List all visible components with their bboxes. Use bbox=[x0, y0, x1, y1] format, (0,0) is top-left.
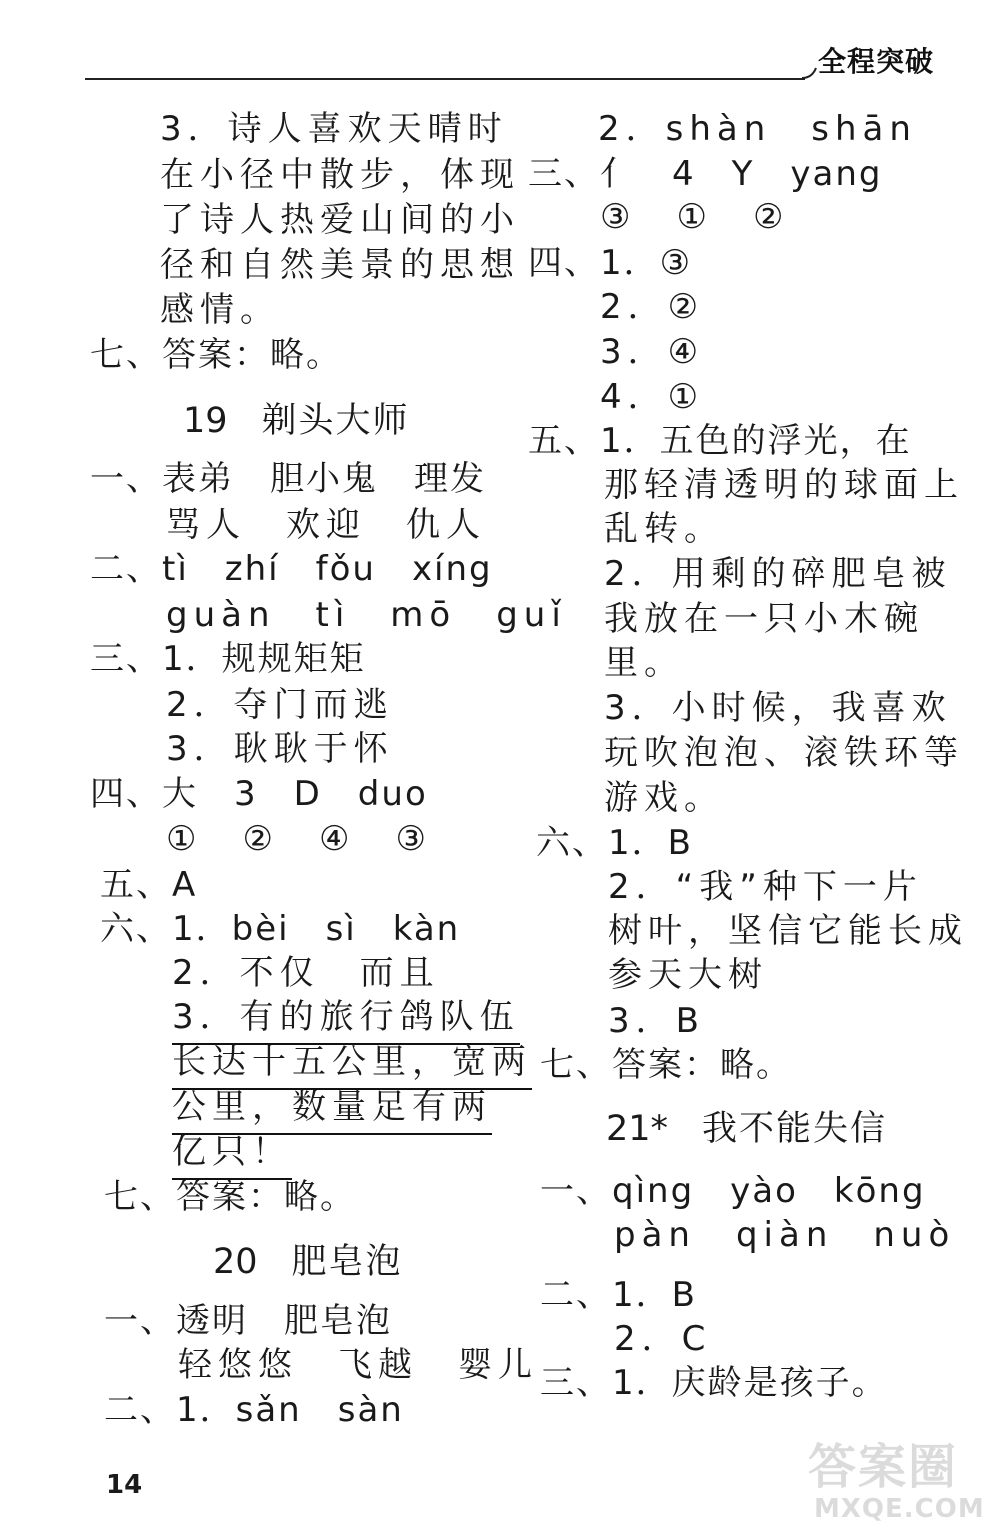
answer-line: 七、答案：略。 bbox=[90, 335, 342, 375]
answer-line: 四、大 3 D duo bbox=[90, 774, 428, 814]
lesson-title: 肥皂泡 bbox=[291, 1242, 403, 1282]
answer-line: 三、亻 4 Y yang bbox=[528, 154, 883, 194]
watermark-url: MXQE.COM bbox=[814, 1494, 985, 1524]
lesson-heading-20 bbox=[213, 1242, 403, 1282]
answer-line: 里。 bbox=[604, 643, 684, 683]
answer-line: 2．“我”种下一片 bbox=[608, 867, 923, 907]
answer-line: 3．有的旅行鸽队伍 bbox=[172, 997, 520, 1045]
answer-line: 六、1．bèi sì kàn bbox=[100, 909, 461, 949]
answer-line: 乱转。 bbox=[604, 509, 724, 549]
answer-line: 了诗人热爱山间的小 bbox=[160, 200, 520, 240]
answer-line: 三、1．规规矩矩 bbox=[90, 639, 366, 679]
answer-line: 二、1．B bbox=[540, 1275, 697, 1315]
answer-line: 参天大树 bbox=[608, 955, 768, 995]
answer-line: 二、tì zhí fǒu xíng bbox=[90, 549, 493, 589]
answer-line: ① ② ④ ③ bbox=[166, 819, 432, 859]
header-title: 全程突破 bbox=[818, 45, 935, 78]
answer-line: 一、表弟 胆小鬼 理发 bbox=[90, 459, 486, 499]
underlined-answer bbox=[172, 1042, 532, 1082]
answer-line: 树叶，坚信它能长成 bbox=[608, 911, 968, 951]
answer-line: 那轻清透明的球面上 bbox=[604, 465, 964, 505]
watermark-logo bbox=[808, 1428, 984, 1528]
answer-line: 轻悠悠 飞越 婴儿 bbox=[178, 1345, 538, 1385]
answer-line: 长达十五公里，宽两 bbox=[172, 1042, 532, 1090]
answer-line: pàn qiàn nuò bbox=[614, 1215, 956, 1255]
lesson-number: 19 bbox=[183, 401, 228, 441]
answer-line: 七、答案：略。 bbox=[104, 1177, 356, 1217]
answer-line: 3．小时候，我喜欢 bbox=[604, 688, 952, 728]
answer-line: 公里，数量足有两 bbox=[172, 1087, 492, 1135]
answer-line: 骂人 欢迎 仇人 bbox=[166, 505, 486, 545]
answer-line: 七、答案：略。 bbox=[540, 1045, 792, 1085]
answer-line: 六、1．B bbox=[536, 823, 693, 863]
answer-line: 3．B bbox=[608, 1001, 705, 1041]
answer-line: 3．④ bbox=[600, 332, 705, 372]
answer-line: 二、1．sǎn sàn bbox=[104, 1390, 404, 1430]
answer-line: 四、1．③ bbox=[528, 243, 693, 283]
lesson-number: 21* bbox=[606, 1109, 669, 1149]
answer-line: 2．不仅 而且 bbox=[172, 953, 440, 993]
lesson-title: 我不能失信 bbox=[702, 1109, 888, 1149]
lesson-number: 20 bbox=[213, 1242, 258, 1282]
answer-line: 一、qìng yào kōng bbox=[540, 1171, 926, 1211]
underlined-answer bbox=[172, 997, 520, 1037]
underlined-answer bbox=[172, 1132, 292, 1172]
answer-line: 三、1．庆龄是孩子。 bbox=[540, 1363, 888, 1403]
page-number: 14 bbox=[106, 1470, 143, 1500]
lesson-heading-21 bbox=[606, 1109, 888, 1149]
answer-line: 3．诗人喜欢天晴时 bbox=[160, 109, 508, 149]
answer-line: 在小径中散步，体现 bbox=[160, 155, 520, 195]
answer-line: 2．C bbox=[614, 1319, 712, 1359]
answer-line: 2．用剩的碎肥皂被 bbox=[604, 554, 952, 594]
header-rule bbox=[85, 78, 805, 80]
answer-line: 2．② bbox=[600, 287, 705, 327]
answer-line: 径和自然美景的思想 bbox=[160, 245, 520, 285]
watermark-text: 答案圈 bbox=[808, 1439, 959, 1495]
lesson-title: 剃头大师 bbox=[261, 401, 410, 441]
answer-line: guàn tì mō guǐ bbox=[166, 595, 567, 635]
answer-line: 亿只！ bbox=[172, 1132, 292, 1180]
answer-line: 五、1．五色的浮光，在 bbox=[528, 421, 912, 461]
answer-line: 玩吹泡泡、滚铁环等 bbox=[604, 733, 964, 773]
answer-line: ③ ① ② bbox=[600, 197, 790, 237]
answer-line: 4．① bbox=[600, 377, 705, 417]
answer-line: 2．shàn shān bbox=[598, 109, 917, 149]
answer-line: 我放在一只小木碗 bbox=[604, 599, 924, 639]
underlined-answer bbox=[172, 1087, 492, 1127]
lesson-heading-19 bbox=[183, 401, 410, 441]
answer-line: 五、A bbox=[100, 865, 198, 905]
answer-line: 游戏。 bbox=[604, 778, 724, 818]
answer-line: 3．耿耿于怀 bbox=[166, 729, 394, 769]
answer-line: 感情。 bbox=[160, 290, 280, 330]
answer-line: 一、透明 肥皂泡 bbox=[104, 1301, 392, 1341]
answer-line: 2．夺门而逃 bbox=[166, 685, 394, 725]
